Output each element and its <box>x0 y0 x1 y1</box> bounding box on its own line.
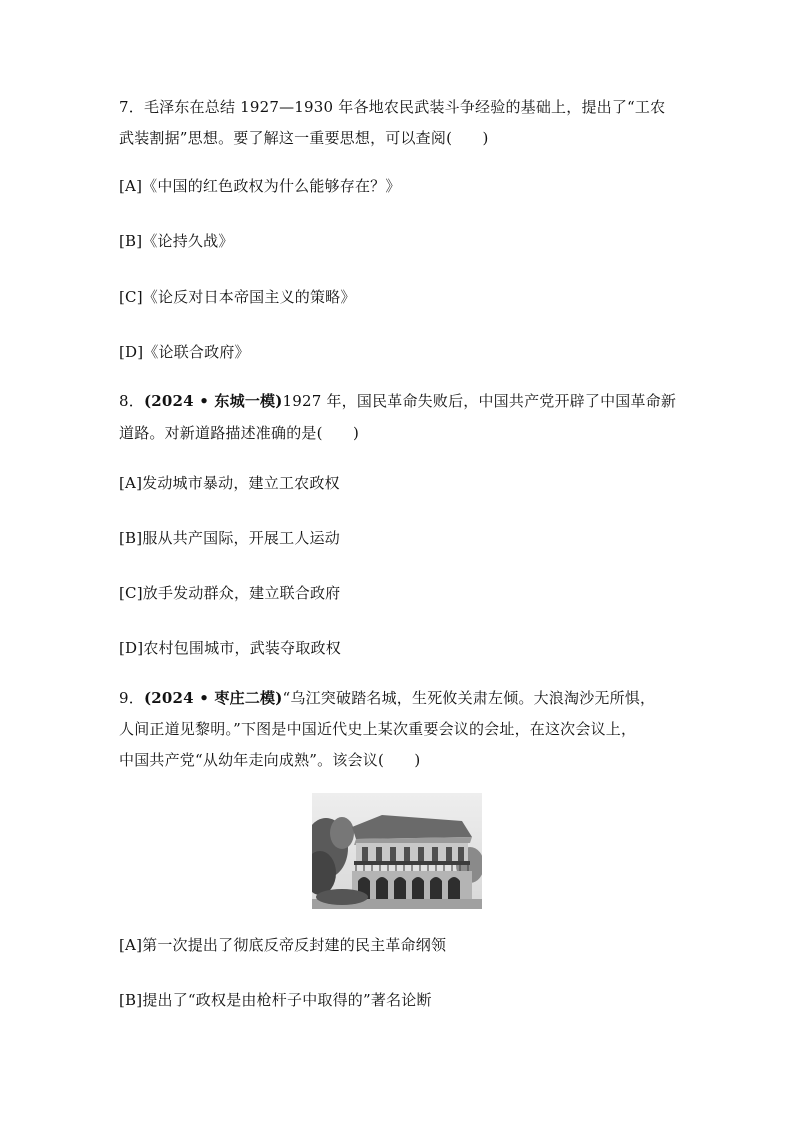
q8-stem-text: 1927 年，国民革命失败后，中国共产党开辟了中国革命新 <box>282 392 677 410</box>
q8-stem-line1 <box>119 391 676 411</box>
q8-number: 8． <box>119 392 144 410</box>
q9-option-a: [A]第一次提出了彻底反帝反封建的民主革命纲领 <box>119 936 447 954</box>
q7-number: 7． <box>119 98 144 116</box>
q7-stem-text: 毛泽东在总结 1927—1930 年各地农民武装斗争经验的基础上，提出了“工农 <box>143 98 666 116</box>
q7-stem-line2: 武装割据”思想。要了解这一重要思想，可以查阅( ) <box>119 129 489 147</box>
q9-option-b: [B]提出了“政权是由枪杆子中取得的”著名论断 <box>119 991 432 1009</box>
q8-option-c: [C]放手发动群众，建立联合政府 <box>119 584 341 602</box>
meeting-site-photo <box>312 793 482 909</box>
q7-option-c: [C]《论反对日本帝国主义的策略》 <box>119 288 356 306</box>
q9-stem-line3: 中国共产党“从幼年走向成熟”。该会议( ) <box>119 751 421 769</box>
q9-number: 9． <box>119 689 144 707</box>
q7-stem-line1 <box>119 97 665 117</box>
q9-stem-line2: 人间正道见黎明。”下图是中国近代史上某次重要会议的会址，在这次会议上， <box>119 720 637 738</box>
q9-stem-text: “乌江突破踏名城，生死攸关肃左倾。大浪淘沙无所惧， <box>282 689 656 707</box>
q7-option-d: [D]《论联合政府》 <box>119 343 250 361</box>
q8-stem-line2: 道路。对新道路描述准确的是( ) <box>119 424 360 442</box>
q8-option-d: [D]农村包围城市，武装夺取政权 <box>119 639 341 657</box>
q8-source: (2024 • 东城一模) <box>143 392 283 410</box>
q8-option-b: [B]服从共产国际，开展工人运动 <box>119 529 340 547</box>
q9-stem-line1 <box>119 688 655 708</box>
q7-option-b: [B]《论持久战》 <box>119 232 234 250</box>
q8-option-a: [A]发动城市暴动，建立工农政权 <box>119 474 340 492</box>
q9-source: (2024 • 枣庄二模) <box>143 689 283 707</box>
q7-option-a: [A]《中国的红色政权为什么能够存在？》 <box>119 177 401 195</box>
